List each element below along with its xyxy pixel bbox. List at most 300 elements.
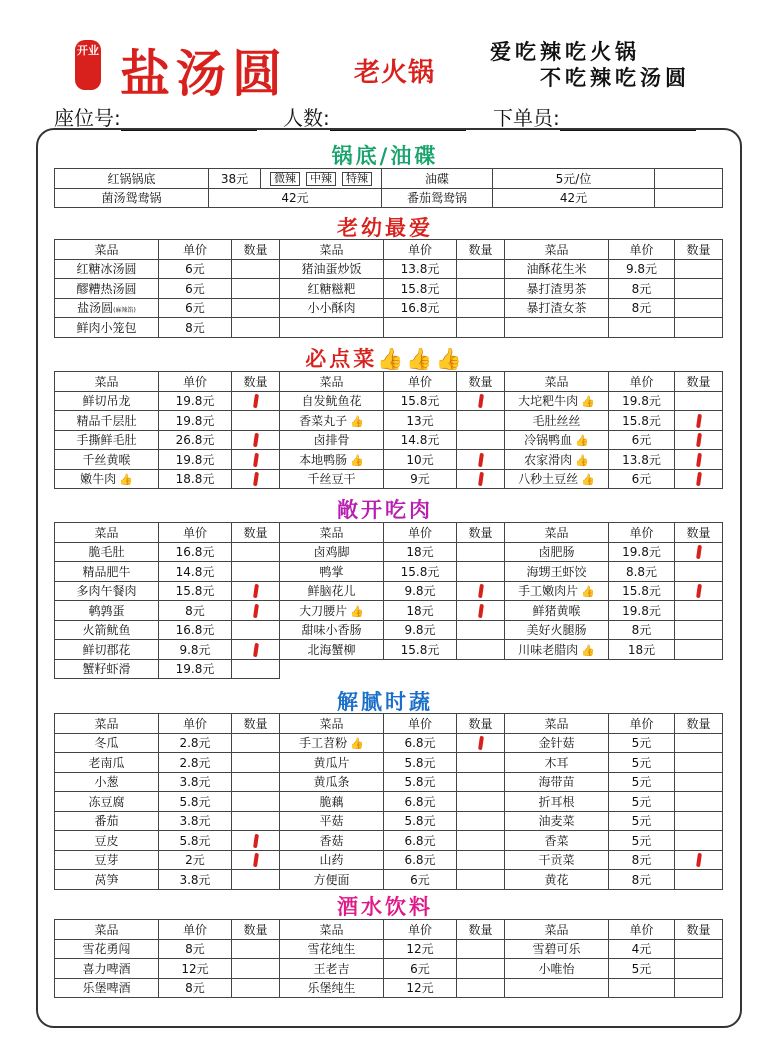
item-price: 3.8元	[159, 870, 232, 890]
item-name	[55, 562, 159, 582]
column-header-qty: 数量	[457, 714, 505, 734]
item-price: 9.8元	[384, 581, 457, 601]
qty-cell[interactable]	[457, 542, 505, 562]
waiter-field[interactable]	[493, 102, 696, 131]
qty-cell[interactable]	[232, 279, 280, 299]
item-name-text: 鲜肉小笼包	[76, 320, 137, 335]
qty-cell[interactable]	[457, 870, 505, 890]
item-price: 5元	[609, 733, 675, 753]
qty-cell[interactable]	[232, 542, 280, 562]
qty-tick-mark	[478, 394, 484, 408]
item-name	[55, 811, 159, 831]
item-price: 8元	[609, 298, 675, 318]
qty-cell[interactable]	[675, 939, 723, 959]
qty-cell[interactable]	[675, 640, 723, 660]
item-name-text: 北海蟹柳	[307, 642, 356, 657]
item-price: 13元	[384, 411, 457, 431]
qty-tick-mark	[696, 472, 702, 486]
item-name	[505, 811, 609, 831]
item-price: 6元	[384, 959, 457, 979]
table-drink	[54, 919, 723, 998]
item-name	[505, 391, 609, 411]
item-name-text: 千丝黄喉	[82, 452, 131, 467]
item-name-text: 油麦菜	[538, 814, 575, 829]
item-name-text: 山药	[319, 853, 344, 868]
item-name	[505, 959, 609, 979]
item-name	[505, 581, 609, 601]
item-name	[505, 978, 609, 998]
thumbs-up-icon: 👍	[350, 453, 364, 467]
qty-cell[interactable]	[457, 430, 505, 450]
qty-cell[interactable]	[232, 939, 280, 959]
qty-cell[interactable]	[232, 318, 280, 338]
table-row	[55, 169, 723, 189]
seat-label: 座位号:	[54, 106, 121, 130]
item-name-text: 卤肥肠	[538, 545, 575, 560]
item-name-text: 黄瓜条	[313, 775, 350, 790]
item-price: 6元	[609, 469, 675, 489]
item-name-text: 番茄	[94, 814, 119, 829]
column-header-qty: 数量	[675, 523, 723, 543]
qty-cell[interactable]	[232, 581, 280, 601]
menu-header	[0, 0, 770, 135]
qty-cell[interactable]	[675, 753, 723, 773]
qty-cell[interactable]	[232, 640, 280, 660]
column-header-price: 单价	[384, 920, 457, 940]
qty-cell[interactable]	[675, 870, 723, 890]
item-price: 13.8元	[384, 259, 457, 279]
item-price: 8元	[159, 601, 232, 621]
item-name	[280, 792, 384, 812]
item-name-text: 小小酥肉	[307, 301, 356, 316]
item-price: 2.8元	[159, 753, 232, 773]
item-name	[55, 620, 159, 640]
item-name	[55, 318, 159, 338]
item-name	[55, 542, 159, 562]
opening-seal: 开业	[75, 40, 101, 90]
item-name	[55, 772, 159, 792]
seat-field[interactable]	[54, 102, 257, 131]
qty-cell[interactable]	[675, 279, 723, 299]
item-name-text: 乐堡啤酒	[82, 981, 131, 996]
table-row	[55, 279, 723, 299]
item-price: 16.8元	[159, 542, 232, 562]
waiter-label: 下单员:	[493, 106, 560, 130]
item-price: 18元	[384, 542, 457, 562]
people-label: 人数:	[283, 106, 330, 130]
column-header-qty: 数量	[232, 920, 280, 940]
thumbs-up-icon: 👍	[119, 473, 133, 487]
qty-cell[interactable]	[655, 188, 723, 208]
qty-cell[interactable]	[675, 772, 723, 792]
column-header-price: 单价	[384, 372, 457, 392]
qty-cell[interactable]	[457, 298, 505, 318]
item-price: 15.8元	[609, 411, 675, 431]
qty-cell[interactable]	[675, 450, 723, 470]
column-header-item: 菜品	[505, 372, 609, 392]
item-price	[384, 318, 457, 338]
item-price	[609, 978, 675, 998]
column-header-item: 菜品	[55, 920, 159, 940]
item-name	[280, 831, 384, 851]
column-header-item: 菜品	[505, 714, 609, 734]
item-name	[280, 411, 384, 431]
item-price: 9.8元	[384, 620, 457, 640]
item-name-text: 川味老腊肉	[518, 642, 579, 657]
item-price: 42元	[493, 188, 655, 208]
item-name-text: 乐堡纯生	[307, 981, 356, 996]
thumbs-up-icon: 👍	[581, 585, 595, 599]
column-header-item: 菜品	[55, 372, 159, 392]
item-name	[505, 939, 609, 959]
qty-cell[interactable]	[675, 811, 723, 831]
item-name-text: 木耳	[544, 755, 569, 770]
spice-hot[interactable]: 特辣	[342, 172, 372, 186]
item-price: 18.8元	[159, 469, 232, 489]
slogan-line-2: 不吃辣吃汤圆	[540, 65, 690, 90]
table-row	[55, 870, 723, 890]
qty-cell[interactable]	[232, 298, 280, 318]
qty-cell[interactable]	[675, 391, 723, 411]
qty-cell[interactable]	[675, 542, 723, 562]
column-header-price: 单价	[159, 920, 232, 940]
item-name	[55, 411, 159, 431]
item-price: 5元	[609, 772, 675, 792]
item-price: 6元	[159, 259, 232, 279]
qty-tick-mark	[478, 472, 484, 486]
qty-cell[interactable]	[232, 562, 280, 582]
qty-cell[interactable]	[232, 411, 280, 431]
qty-cell[interactable]	[232, 733, 280, 753]
qty-cell[interactable]	[675, 259, 723, 279]
column-header-qty: 数量	[457, 372, 505, 392]
item-price: 18元	[384, 601, 457, 621]
qty-cell[interactable]	[232, 811, 280, 831]
item-price: 19.8元	[159, 411, 232, 431]
qty-cell[interactable]	[675, 620, 723, 640]
item-note: (麻辣馅)	[113, 307, 136, 315]
qty-cell[interactable]	[457, 450, 505, 470]
qty-cell[interactable]	[457, 831, 505, 851]
item-name	[280, 430, 384, 450]
item-name-text: 折耳根	[538, 794, 575, 809]
column-header-item: 菜品	[280, 372, 384, 392]
qty-cell[interactable]	[232, 831, 280, 851]
item-name-text: 脆藕	[319, 794, 344, 809]
table-veg	[54, 713, 723, 890]
qty-cell[interactable]	[232, 772, 280, 792]
column-header-qty: 数量	[232, 240, 280, 260]
thumbs-up-icon: 👍	[350, 604, 364, 618]
spice-mild[interactable]: 微辣	[270, 172, 300, 186]
item-price: 6元	[384, 870, 457, 890]
qty-cell[interactable]	[675, 831, 723, 851]
qty-tick-mark	[253, 472, 259, 486]
item-name-text: 雪碧可乐	[532, 942, 581, 957]
qty-cell[interactable]	[457, 959, 505, 979]
qty-cell[interactable]	[232, 430, 280, 450]
item-name-text: 鸭掌	[319, 564, 344, 579]
item-name: 番茄鸳鸯锅	[382, 188, 493, 208]
column-header-qty: 数量	[675, 714, 723, 734]
item-price: 8元	[609, 620, 675, 640]
item-price: 5元	[609, 753, 675, 773]
qty-cell[interactable]	[457, 792, 505, 812]
item-name-text: 金针菇	[538, 736, 575, 751]
thumbs-up-icon: 👍	[575, 434, 589, 448]
qty-cell[interactable]	[232, 259, 280, 279]
item-name-text: 香菜	[544, 833, 569, 848]
table-base	[54, 168, 723, 208]
item-name	[55, 870, 159, 890]
item-price: 4元	[609, 939, 675, 959]
thumbs-up-icon: 👍	[581, 643, 595, 657]
qty-cell[interactable]	[675, 562, 723, 582]
column-header-qty: 数量	[457, 523, 505, 543]
qty-cell[interactable]	[232, 659, 280, 679]
item-price: 2元	[159, 850, 232, 870]
table-row	[55, 542, 723, 562]
qty-cell[interactable]	[457, 811, 505, 831]
column-header-item: 菜品	[505, 240, 609, 260]
qty-cell[interactable]	[457, 772, 505, 792]
item-name-text: 手撕鲜毛肚	[76, 433, 137, 448]
column-header-item: 菜品	[55, 714, 159, 734]
item-name	[55, 450, 159, 470]
qty-cell[interactable]	[232, 469, 280, 489]
item-name	[280, 259, 384, 279]
item-price: 6元	[159, 298, 232, 318]
item-name-text: 火箭鱿鱼	[82, 623, 131, 638]
item-name	[280, 542, 384, 562]
item-name	[55, 279, 159, 299]
item-name-text: 油酥花生米	[526, 262, 587, 277]
item-name	[55, 733, 159, 753]
item-name	[55, 391, 159, 411]
table-family	[54, 239, 723, 338]
qty-cell[interactable]	[232, 850, 280, 870]
item-name	[55, 978, 159, 998]
qty-cell[interactable]	[675, 298, 723, 318]
column-header-item: 菜品	[280, 920, 384, 940]
column-header-item: 菜品	[280, 714, 384, 734]
item-price: 5.8元	[384, 772, 457, 792]
item-name	[280, 562, 384, 582]
qty-cell[interactable]	[232, 870, 280, 890]
item-name-text: 红糖糍粑	[307, 281, 356, 296]
qty-cell[interactable]	[232, 450, 280, 470]
item-name	[55, 469, 159, 489]
qty-cell[interactable]	[675, 411, 723, 431]
item-name-text: 本地鸭肠	[299, 452, 348, 467]
item-name	[280, 298, 384, 318]
qty-cell[interactable]	[232, 792, 280, 812]
table-row	[55, 411, 723, 431]
item-name	[505, 792, 609, 812]
qty-cell[interactable]	[232, 753, 280, 773]
item-price: 3.8元	[159, 811, 232, 831]
qty-cell[interactable]	[655, 169, 723, 189]
qty-cell[interactable]	[457, 620, 505, 640]
item-name-text: 香菇	[319, 833, 344, 848]
item-name-text: 盐汤圆	[77, 301, 114, 316]
qty-cell[interactable]	[457, 753, 505, 773]
item-name	[55, 601, 159, 621]
item-price	[609, 318, 675, 338]
qty-cell[interactable]	[675, 733, 723, 753]
qty-cell[interactable]	[457, 978, 505, 998]
qty-cell[interactable]	[457, 469, 505, 489]
column-header-price: 单价	[384, 240, 457, 260]
qty-tick-mark	[253, 433, 259, 447]
item-price: 8元	[609, 279, 675, 299]
column-header-item: 菜品	[55, 523, 159, 543]
column-header-qty: 数量	[457, 920, 505, 940]
qty-cell[interactable]	[457, 279, 505, 299]
item-price: 15.8元	[384, 640, 457, 660]
brand-name: 盐汤圆	[120, 44, 288, 103]
qty-cell[interactable]	[457, 259, 505, 279]
column-header-qty: 数量	[232, 714, 280, 734]
item-name-text: 蟹籽虾滑	[82, 662, 131, 677]
qty-cell[interactable]	[457, 318, 505, 338]
spice-medium[interactable]: 中辣	[306, 172, 336, 186]
qty-tick-mark	[253, 394, 259, 408]
item-price: 2.8元	[159, 733, 232, 753]
item-name-text: 鲜切郡花	[82, 642, 131, 657]
item-price: 13.8元	[609, 450, 675, 470]
qty-cell[interactable]	[675, 792, 723, 812]
item-name	[505, 601, 609, 621]
item-name	[505, 733, 609, 753]
item-name	[55, 959, 159, 979]
item-name-text: 雪花纯生	[307, 942, 356, 957]
qty-tick-mark	[478, 603, 484, 617]
qty-cell[interactable]	[675, 581, 723, 601]
table-row	[55, 430, 723, 450]
qty-tick-mark	[696, 584, 702, 598]
item-price: 8.8元	[609, 562, 675, 582]
item-name	[280, 620, 384, 640]
item-name	[505, 562, 609, 582]
qty-cell[interactable]	[675, 430, 723, 450]
table-row	[55, 581, 723, 601]
qty-tick-mark	[253, 833, 259, 847]
qty-cell[interactable]	[457, 850, 505, 870]
table-row	[55, 772, 723, 792]
qty-cell[interactable]	[457, 391, 505, 411]
section-title-base: 锅底/油碟	[331, 143, 439, 168]
qty-cell[interactable]	[675, 318, 723, 338]
item-name	[55, 430, 159, 450]
column-header-item: 菜品	[280, 523, 384, 543]
qty-cell[interactable]	[232, 601, 280, 621]
column-header-qty: 数量	[675, 240, 723, 260]
table-header-row	[55, 714, 723, 734]
table-header-row	[55, 372, 723, 392]
item-price: 5元	[609, 959, 675, 979]
item-name	[280, 733, 384, 753]
item-price: 19.8元	[159, 659, 232, 679]
table-row	[55, 391, 723, 411]
item-price: 8元	[159, 978, 232, 998]
item-price: 6元	[159, 279, 232, 299]
qty-cell[interactable]	[675, 601, 723, 621]
item-price: 12元	[384, 939, 457, 959]
item-price: 8元	[609, 850, 675, 870]
section-title-drink: 酒水饮料	[337, 894, 433, 919]
qty-cell[interactable]	[232, 978, 280, 998]
qty-cell[interactable]	[675, 959, 723, 979]
qty-cell[interactable]	[675, 850, 723, 870]
qty-cell[interactable]	[457, 733, 505, 753]
item-price: 6.8元	[384, 733, 457, 753]
qty-cell[interactable]	[675, 469, 723, 489]
item-name-text: 冷锅鸭血	[524, 433, 573, 448]
item-name-text: 卤排骨	[313, 433, 350, 448]
item-price: 19.8元	[159, 450, 232, 470]
qty-cell[interactable]	[457, 562, 505, 582]
item-price: 15.8元	[159, 581, 232, 601]
qty-cell[interactable]	[457, 939, 505, 959]
table-row	[55, 733, 723, 753]
section-title-meat: 敞开吃肉	[337, 497, 433, 522]
qty-cell[interactable]	[232, 391, 280, 411]
item-price: 5.8元	[159, 792, 232, 812]
item-price: 9.8元	[159, 640, 232, 660]
table-row	[55, 811, 723, 831]
item-name-text: 手工苕粉	[299, 736, 348, 751]
qty-cell[interactable]	[457, 601, 505, 621]
table-row	[55, 850, 723, 870]
item-name-text: 卤鸡脚	[313, 545, 350, 560]
item-price: 5.8元	[384, 753, 457, 773]
item-price: 15.8元	[384, 279, 457, 299]
item-name-text: 小葱	[94, 775, 119, 790]
item-name	[505, 542, 609, 562]
item-name-text: 干贡菜	[538, 853, 575, 868]
thumbs-up-icon: 👍	[581, 473, 595, 487]
item-name-text: 黄瓜片	[313, 755, 350, 770]
column-header-price: 单价	[384, 714, 457, 734]
qty-cell[interactable]	[232, 959, 280, 979]
table-row	[55, 620, 723, 640]
column-header-qty: 数量	[675, 920, 723, 940]
item-name	[505, 298, 609, 318]
qty-cell[interactable]	[457, 581, 505, 601]
item-price: 14.8元	[384, 430, 457, 450]
table-row	[55, 659, 723, 679]
qty-cell[interactable]	[457, 411, 505, 431]
table-header-row	[55, 920, 723, 940]
thumbs-up-icon: 👍	[350, 737, 364, 751]
item-name	[505, 870, 609, 890]
item-name	[505, 753, 609, 773]
item-name-text: 美好火腿肠	[526, 623, 587, 638]
qty-cell[interactable]	[457, 640, 505, 660]
item-name-text: 暴打渣女茶	[526, 301, 587, 316]
item-price: 42元	[209, 188, 382, 208]
qty-cell[interactable]	[232, 620, 280, 640]
column-header-price: 单价	[609, 523, 675, 543]
item-price: 15.8元	[384, 391, 457, 411]
people-field[interactable]	[283, 102, 466, 131]
qty-cell[interactable]	[675, 978, 723, 998]
item-name-text: 多肉午餐肉	[76, 584, 137, 599]
table-meat	[54, 522, 723, 679]
column-header-item: 菜品	[280, 240, 384, 260]
item-name-text: 嫩牛肉	[80, 472, 117, 487]
